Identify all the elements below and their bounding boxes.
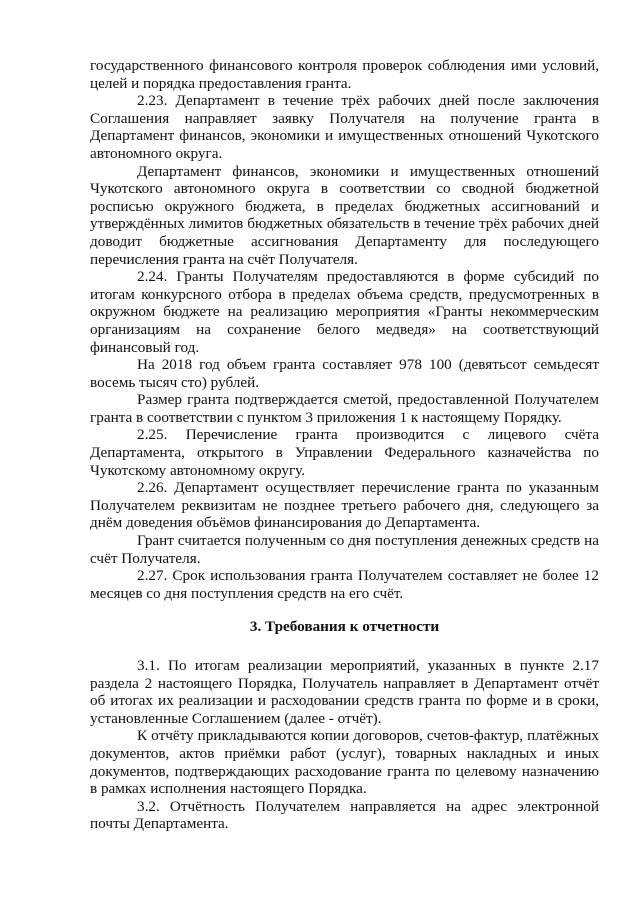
paragraph-report-attachments: К отчёту прикладываются копии договоров, счетов-фактур, платёжных документов, актов приёмки работ (услуг), товарных накладных и иных документов, подтверждающих расходование гранта по целевому назначению в рамках исполнения настоящего Порядка.: [90, 727, 599, 798]
paragraph-grant-estimate: Размер гранта подтверждается сметой, предоставленной Получателем гранта в соответствии с пунктом 3 приложения 1 к настоящему Порядку.: [90, 391, 599, 426]
paragraph-finance-department: Департамент финансов, экономики и имущественных отношений Чукотского автономного округа в соответствии со сводной бюджетной росписью окружного бюджета, в пределах бюджетных ассигнований и утверждённых лимитов бюджетных обязательств в течение трёх рабочих дней доводит бюджетные ассигнования Департаменту для последующего перечисления гранта на счёт Получателя.: [90, 162, 599, 268]
paragraph-grant-amount-2018: На 2018 год объем гранта составляет 978 100 (девятьсот семьдесят восемь тысяч сто) рублей.: [90, 356, 599, 391]
paragraph-3-2: 3.2. Отчётность Получателем направляется на адрес электронной почты Департамента.: [90, 797, 599, 833]
document-body: [90, 57, 599, 833]
paragraph-3-1: 3.1. По итогам реализации мероприятий, указанных в пункте 2.17 раздела 2 настоящего Порядка, Получатель направляет в Департамент отчёт об итогах их реализации и расходовании средств гранта по форме и в сроки, установленные Соглашением (далее - отчёт).: [90, 657, 599, 727]
section-heading-3: 3. Требования к отчетности: [249, 618, 440, 636]
paragraph-grant-received: Грант считается полученным со дня поступления денежных средств на счёт Получателя.: [90, 532, 599, 567]
paragraph-2-26: 2.26. Департамент осуществляет перечисление гранта по указанным Получателем реквизитам не позднее третьего рабочего дня, следующего за днём доведения объёмов финансирования до Департамента.: [90, 479, 599, 532]
paragraph-2-23: 2.23. Департамент в течение трёх рабочих дней после заключения Соглашения направляет заявку Получателя на получение гранта в Департамент финансов, экономики и имущественных отношений Чукотского автономного округа.: [90, 92, 599, 162]
paragraph-2-27: 2.27. Срок использования гранта Получателем составляет не более 12 месяцев со дня поступления средств на его счёт.: [90, 567, 599, 602]
paragraph-continuation: государственного финансового контроля проверок соблюдения ими условий, целей и порядка предоставления гранта.: [90, 57, 599, 92]
paragraph-2-24: 2.24. Гранты Получателям предоставляются в форме субсидий по итогам конкурсного отбора в пределах объема средств, предусмотренных в окружном бюджете на реализацию мероприятия «Гранты некоммерческим организациям на сохранение белого медведя» на соответствующий финансовый год.: [90, 268, 599, 356]
paragraph-2-25: 2.25. Перечисление гранта производится с лицевого счёта Департамента, открытого в Управлении Федерального казначейства по Чукотскому автономному округу.: [90, 426, 599, 479]
